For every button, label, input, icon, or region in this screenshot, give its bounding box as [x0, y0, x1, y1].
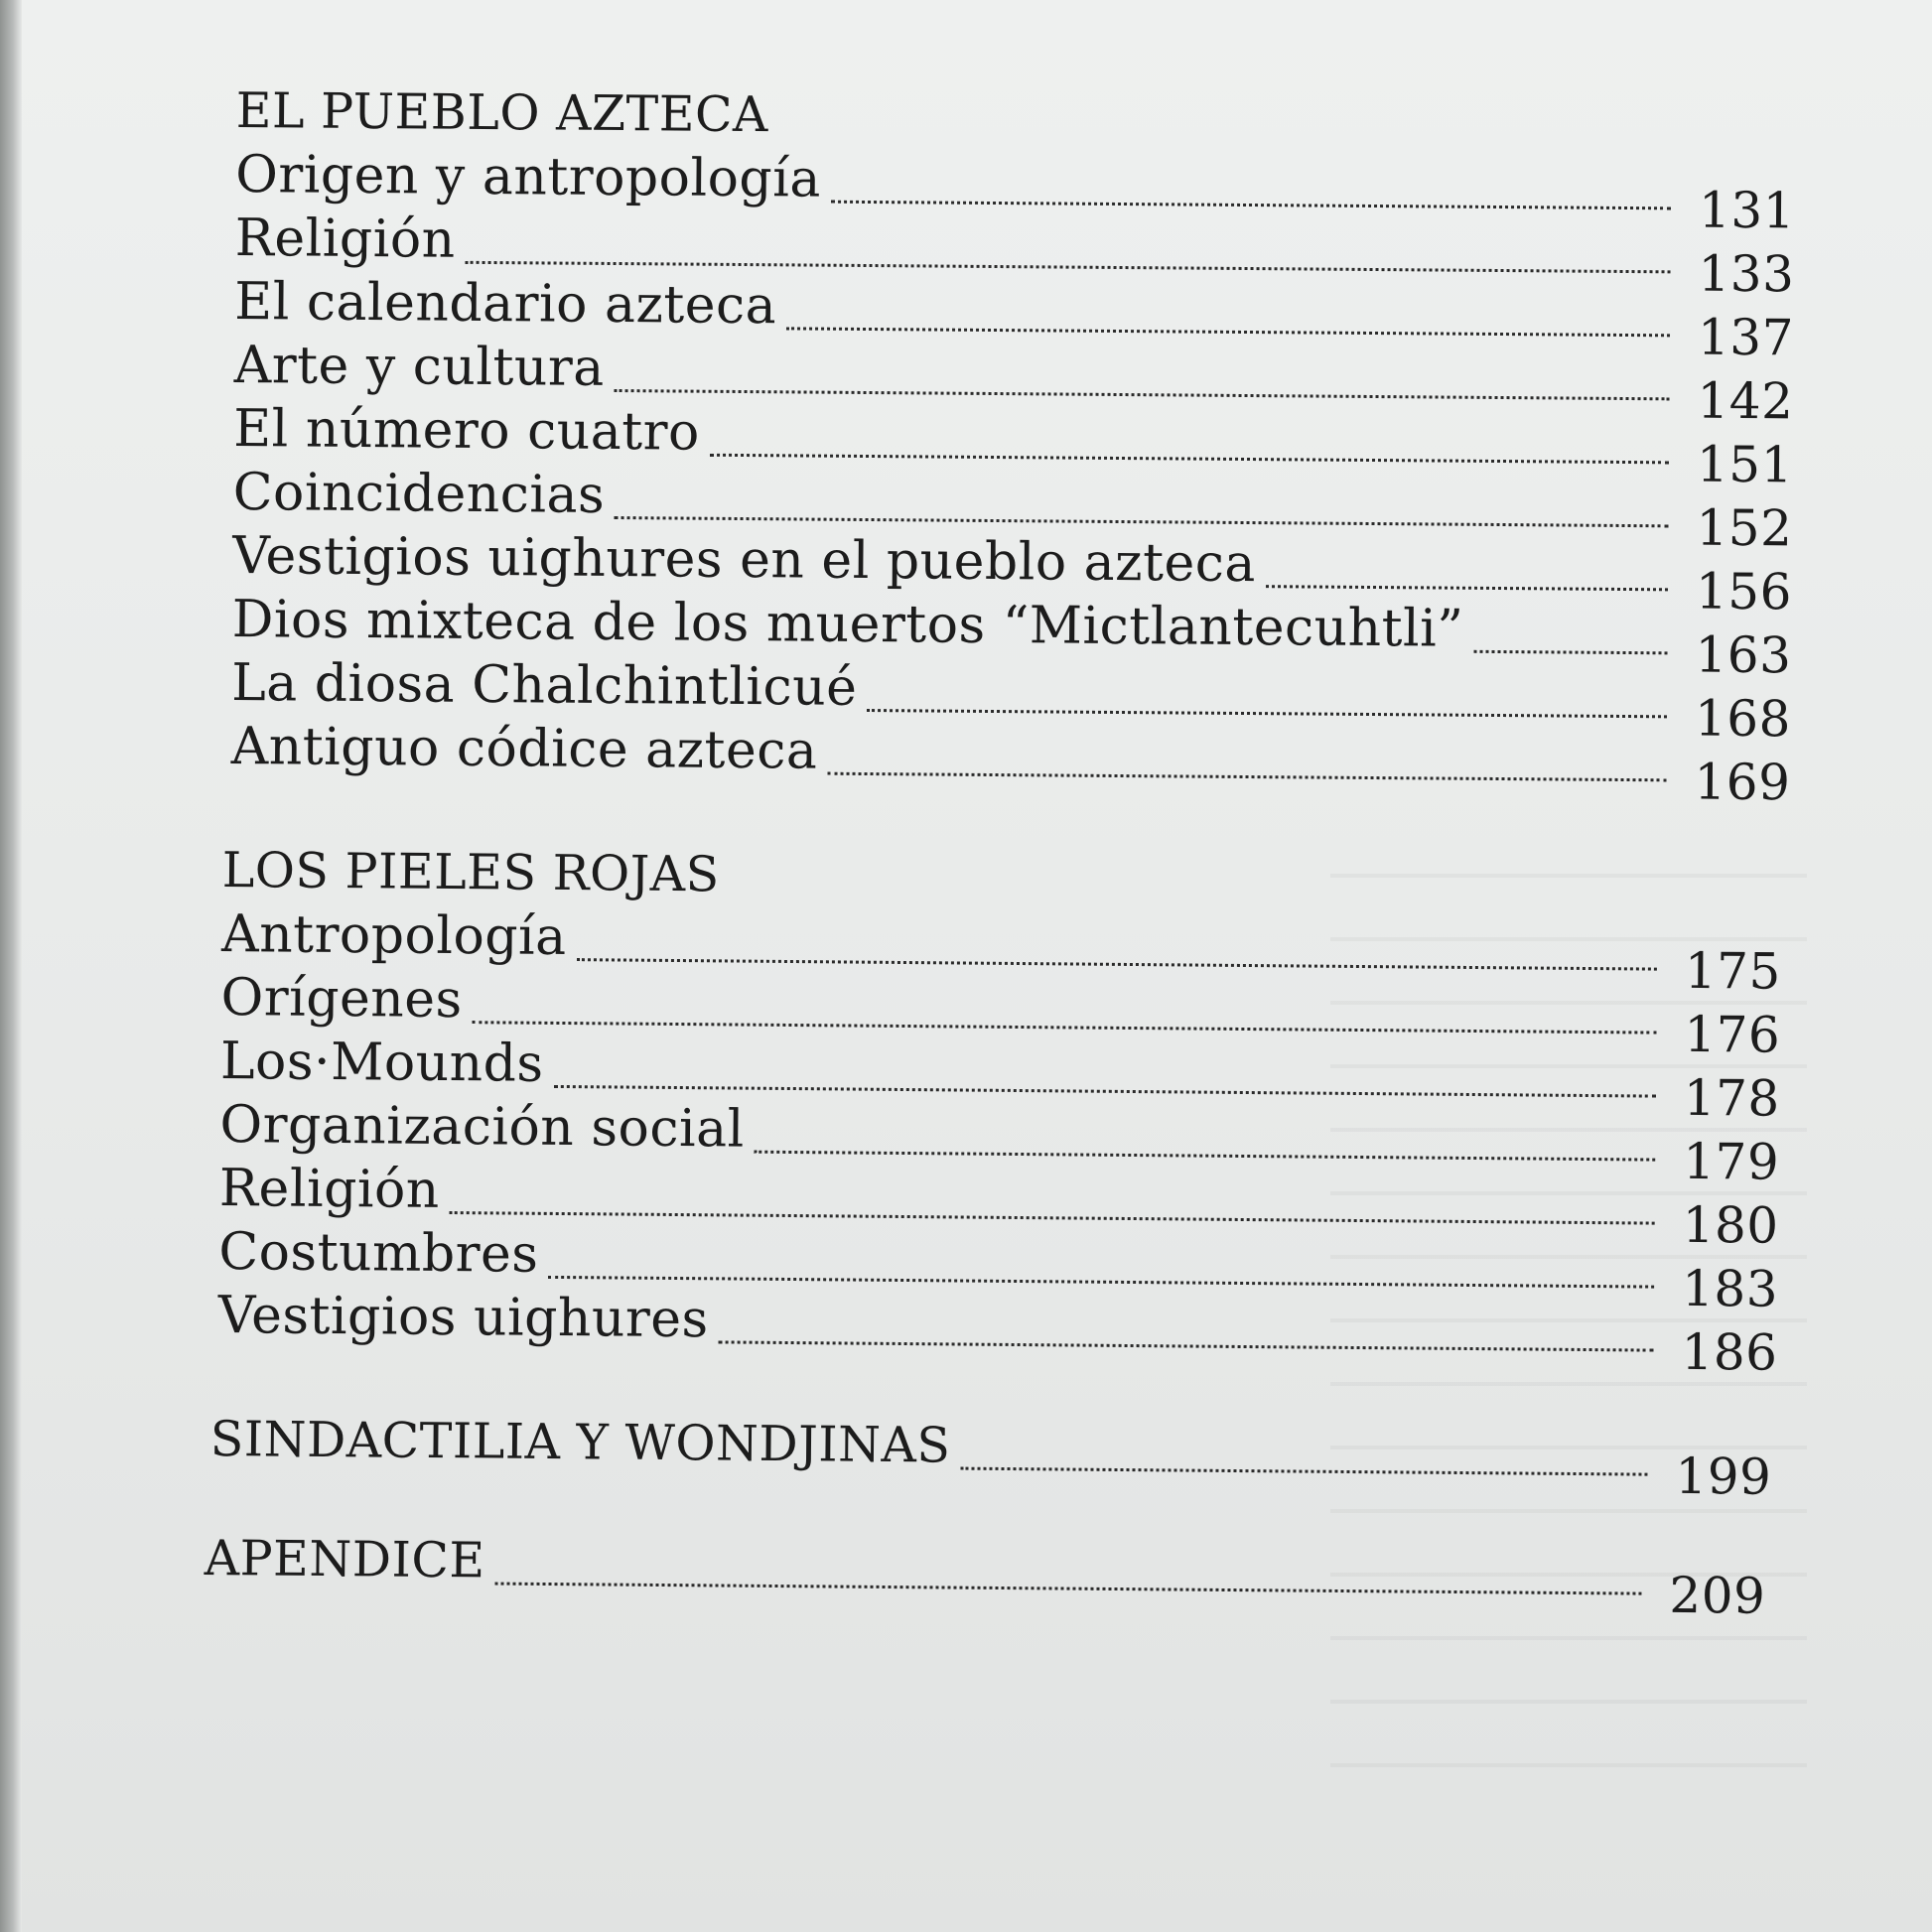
entry-page-number: 183 — [1681, 1259, 1779, 1318]
toc-entry[interactable] — [230, 715, 1791, 812]
dot-leader — [960, 1467, 1647, 1476]
entry-page-number: 199 — [1675, 1447, 1772, 1506]
toc-entry[interactable] — [204, 1527, 1766, 1625]
section-heading: EL PUEBLO AZTECA — [235, 81, 769, 144]
entry-title: Origen y antropología — [235, 144, 822, 209]
section-sindactilia-y-wondjinas — [209, 1408, 1772, 1506]
entry-page-number: 152 — [1696, 498, 1793, 558]
dot-leader — [719, 1340, 1654, 1351]
dot-leader — [755, 1151, 1656, 1162]
dot-leader — [615, 389, 1670, 400]
section-heading: SINDACTILIA Y WONDJINAS — [209, 1410, 951, 1474]
entry-title: Vestigios uighures — [217, 1285, 709, 1350]
entry-title: Costumbres — [218, 1221, 539, 1285]
dot-leader — [473, 1021, 1657, 1034]
entry-page-number: 163 — [1695, 625, 1792, 685]
section-apendice — [204, 1527, 1766, 1625]
entry-title: Religión — [234, 207, 456, 270]
entry-page-number: 142 — [1697, 371, 1794, 431]
dot-leader — [465, 261, 1670, 274]
entry-page-number: 156 — [1695, 562, 1793, 621]
entry-page-number: 133 — [1698, 244, 1795, 304]
entry-title: Antiguo códice azteca — [230, 716, 818, 781]
dot-leader — [867, 709, 1667, 718]
entry-page-number: 137 — [1697, 308, 1795, 367]
toc-entry[interactable] — [217, 1284, 1778, 1382]
entry-page-number: 176 — [1684, 1005, 1781, 1064]
entry-title: Organización social — [219, 1094, 745, 1160]
entry-title: Vestigios uighures en el pueblo azteca — [231, 525, 1257, 595]
entry-page-number: 175 — [1684, 941, 1782, 1001]
entry-page-number: 169 — [1694, 753, 1791, 812]
dot-leader — [450, 1211, 1655, 1225]
dot-leader — [615, 516, 1669, 527]
entry-page-number: 131 — [1698, 181, 1796, 240]
entry-title: El número cuatro — [232, 398, 701, 463]
entry-title: El calendario azteca — [234, 271, 777, 337]
section-los-pieles-rojas — [217, 839, 1782, 1382]
entry-title: La diosa Chalchintlicué — [230, 652, 858, 718]
dot-leader — [577, 958, 1657, 970]
dot-leader — [831, 201, 1671, 210]
entry-page-number: 186 — [1681, 1322, 1778, 1382]
entry-page-number: 151 — [1696, 435, 1794, 494]
entry-title: Orígenes — [220, 967, 463, 1031]
entry-title: Los·Mounds — [219, 1031, 544, 1094]
dot-leader — [827, 772, 1666, 782]
entry-page-number: 178 — [1683, 1068, 1780, 1128]
section-heading: APENDICE — [204, 1529, 485, 1589]
dot-leader — [548, 1276, 1654, 1289]
entry-page-number: 179 — [1682, 1132, 1780, 1191]
dot-leader — [1266, 585, 1668, 591]
entry-title: Arte y cultura — [233, 335, 605, 398]
entry-title: Antropología — [220, 903, 567, 968]
entry-title: Dios mixteca de los muertos “Mictlantecuhtli” — [231, 589, 1464, 659]
dot-leader — [553, 1085, 1655, 1098]
entry-page-number: 209 — [1669, 1566, 1766, 1625]
entry-title: Coincidencias — [232, 462, 606, 525]
entry-page-number: 180 — [1682, 1195, 1779, 1255]
dot-leader — [494, 1583, 1641, 1595]
dot-leader — [786, 327, 1670, 337]
section-el-pueblo-azteca — [230, 79, 1796, 812]
dot-leader — [1473, 650, 1667, 655]
dot-leader — [710, 454, 1669, 465]
toc-entry[interactable] — [209, 1408, 1772, 1506]
entry-page-number: 168 — [1694, 689, 1792, 749]
entry-title: Religión — [218, 1158, 441, 1220]
section-heading: LOS PIELES ROJAS — [221, 841, 721, 903]
